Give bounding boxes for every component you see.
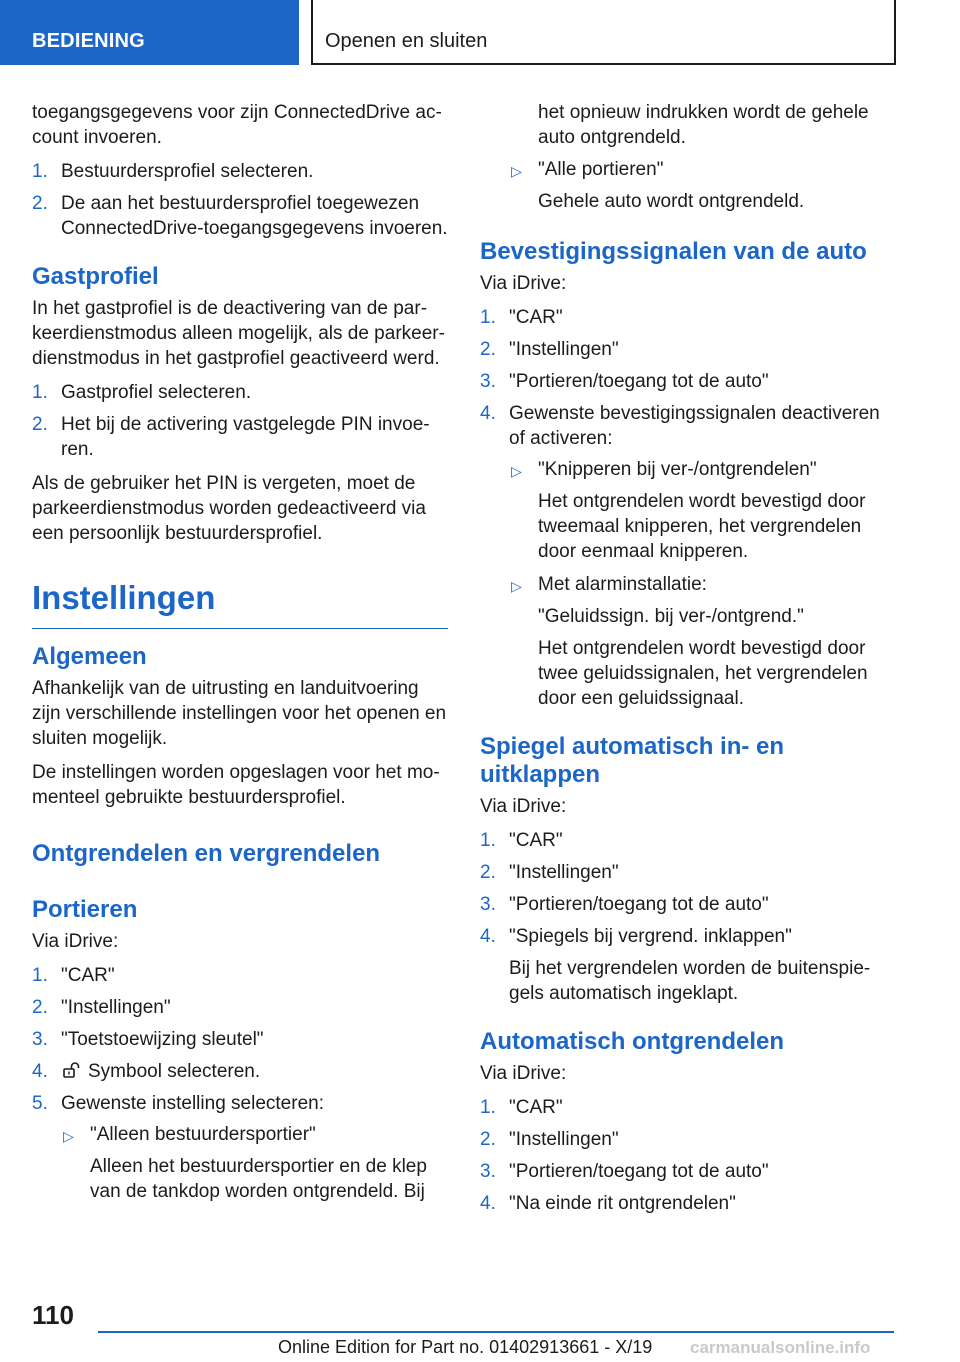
gastprofiel-note: Als de gebruiker het PIN is vergeten, moet de parkeerdienstmodus worden gedeactiveerd via een persoonlijk bestuurdersprofiel. (32, 473, 426, 544)
list-item: 1. "CAR" (32, 965, 115, 986)
portieren-steps (32, 963, 448, 1204)
intro-text: toegangsgegevens voor zijn ConnectedDrive account invoeren. (32, 102, 442, 148)
portieren-options-cont (509, 157, 884, 214)
list-item: 1. Gastprofiel selecteren. (32, 382, 252, 403)
list-item: 2. Het bij de activering vastgelegde PIN invoeren. (32, 414, 430, 460)
list-item: 4. "Na einde rit ontgrendelen" (480, 1193, 736, 1214)
heading-portieren: Portieren (32, 896, 138, 923)
list-item: 2. "Instellingen" (480, 862, 619, 883)
heading-gastprofiel: Gastprofiel (32, 263, 159, 290)
heading-bevestigingssignalen: Bevestigingssignalen van de auto (480, 238, 867, 265)
right-column (480, 100, 884, 1225)
watermark: carmanualsonline.info (690, 1338, 871, 1357)
list-item: ▷ Met alarminstallatie: "Geluidssign. bij ver-/ontgrend." Het ontgrendelen wordt bevestigd door twee geluidssignalen, het vergrendelen door een geluidssignaal. (511, 574, 868, 709)
list-item: 1. "CAR" (480, 1097, 563, 1118)
heading-ontgrendelen: Ontgrendelen en vergrendelen (32, 840, 381, 867)
automatisch-steps (480, 1095, 884, 1216)
section-title-instellingen: Instellingen (32, 578, 448, 629)
list-item: 2. "Instellingen" (480, 339, 619, 360)
triangle-bullet-icon: ▷ (511, 578, 522, 594)
list-item: ▷ "Alle portieren" Gehele auto wordt ontgrendeld. (511, 159, 805, 212)
list-item: 1. "CAR" (480, 307, 563, 328)
algemeen-text-1: Afhankelijk van de uitrusting en landuitvoering zijn verschillende instellingen voor het openen en sluiten mogelijk. (32, 678, 447, 749)
list-item: 3. "Portieren/toegang tot de auto" (480, 1161, 769, 1182)
gastprofiel-steps (32, 380, 448, 462)
section-tab: BEDIENING (0, 0, 299, 65)
footer-divider (98, 1331, 894, 1333)
gastprofiel-text: In het gastprofiel is de deactivering van de parkeerdienstmodus alleen mogelijk, als de parkeerdienstmodus in het gastprofiel geactiveerd werd. (32, 298, 445, 369)
profile-steps (32, 159, 448, 241)
bevestiging-steps (480, 305, 884, 711)
list-item: 2. "Instellingen" (480, 1129, 619, 1150)
list-item: 4. "Spiegels bij vergrend. inklappen" Bij het vergrendelen worden de buitenspiegels automatisch ingeklapt. (480, 926, 871, 1004)
triangle-bullet-icon: ▷ (511, 463, 522, 479)
via-idrive: Via iDrive: (32, 931, 119, 952)
footer-edition: Online Edition for Part no. 01402913661 - X/19 (278, 1337, 653, 1357)
list-item: 5. Gewenste instelling selecteren: ▷ "Alleen bestuurdersportier" Alleen het bestuurdersportier en de klep van de tankdop worden ontgrendeld. Bij (32, 1091, 448, 1204)
via-idrive: Via iDrive: (480, 796, 567, 817)
list-item: 4. Gewenste bevestigingssignalen deactiveren of activeren: ▷ "Knipperen bij ver-/ontgrendelen" Het ontgrendelen wordt bevestigd door tweemaal knipperen, het vergrendelen door eenmaal knipperen. ▷ Met alarminstallatie: "Geluidssign. bij ver-/ontgrend." Het ontgrendelen wordt bevestigd door twee geluidssignalen, het vergrendelen door een geluidssignaal. (480, 401, 884, 711)
triangle-bullet-icon: ▷ (63, 1128, 74, 1144)
heading-automatisch: Automatisch ontgrendelen (480, 1028, 785, 1055)
via-idrive: Via iDrive: (480, 1063, 567, 1084)
page-number: 110 (32, 1300, 74, 1330)
heading-spiegel: Spiegel automatisch in- en uitklappen (480, 733, 785, 788)
list-item: 2. De aan het bestuurdersprofiel toegewezen ConnectedDrive-toegangsgegevens invoeren. (32, 193, 448, 239)
left-column (32, 100, 448, 1213)
spiegel-steps (480, 828, 884, 1006)
portieren-options (61, 1122, 448, 1204)
list-item: 3. "Toetstoewijzing sleutel" (32, 1029, 264, 1050)
algemeen-text-2: De instellingen worden opgeslagen voor het momenteel gebruikte bestuurdersprofiel. (32, 762, 440, 808)
continued-text: het opnieuw indrukken wordt de gehele auto ontgrendeld. (538, 102, 869, 148)
list-item: 2. "Instellingen" (32, 997, 171, 1018)
via-idrive: Via iDrive: (480, 273, 567, 294)
triangle-bullet-icon: ▷ (511, 163, 522, 179)
heading-algemeen: Algemeen (32, 643, 147, 670)
unlock-icon (63, 1062, 81, 1078)
page-header-title: Openen en sluiten (311, 0, 896, 65)
list-item: 3. "Portieren/toegang tot de auto" (480, 371, 769, 392)
list-item: 1. "CAR" (480, 830, 563, 851)
list-item: 3. "Portieren/toegang tot de auto" (480, 894, 769, 915)
list-item: 4. Symbool selecteren. (32, 1061, 261, 1082)
list-item: ▷ "Knipperen bij ver-/ontgrendelen" Het ontgrendelen wordt bevestigd door tweemaal knipperen, het vergrendelen door eenmaal knipperen. (511, 459, 866, 562)
list-item: 1. Bestuurdersprofiel selecteren. (32, 161, 314, 182)
list-item: ▷ "Alleen bestuurdersportier" Alleen het bestuurdersportier en de klep van de tankdop worden ontgrendeld. Bij (63, 1124, 427, 1202)
bevestiging-options (509, 457, 884, 711)
